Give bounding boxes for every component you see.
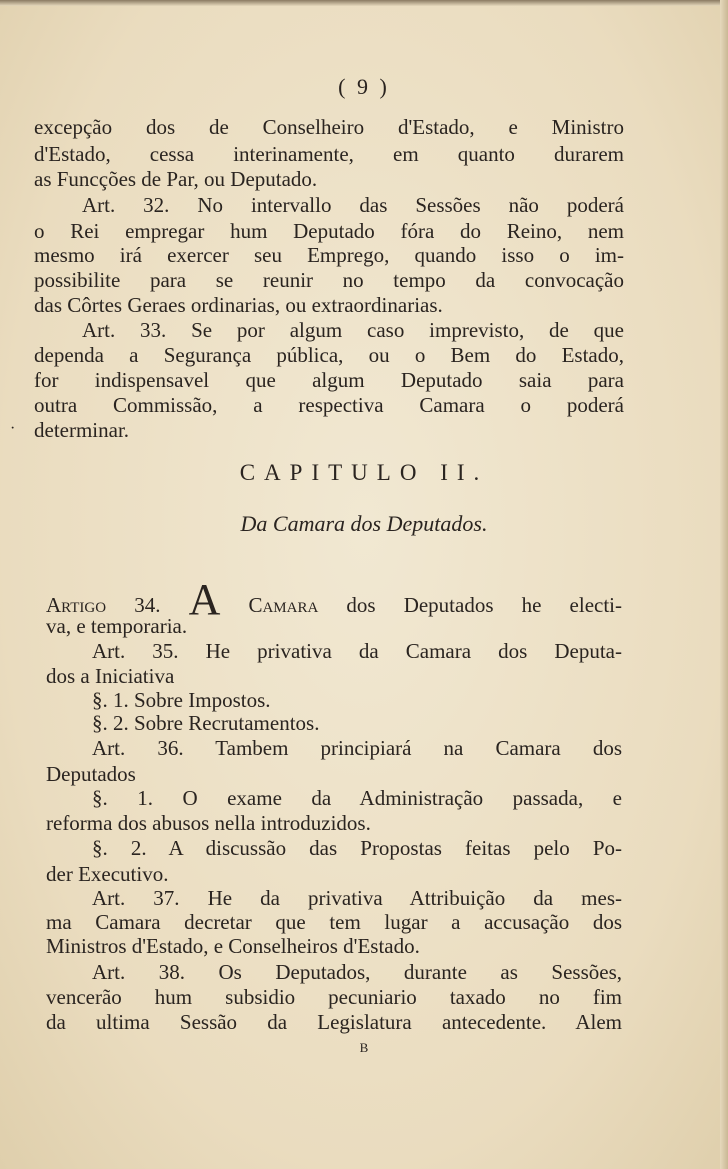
text-line: der Executivo.: [46, 862, 169, 886]
text-line-article-33: Art. 33. Se por algum caso imprevisto, de que: [82, 318, 624, 342]
text-line-article-38: Art. 38. Os Deputados, durante as Sessões,: [92, 960, 622, 984]
chapter-subtitle: Da Camara dos Deputados.: [240, 511, 488, 536]
text-line: o Rei empregar hum Deputado fóra do Reino, nem: [34, 219, 624, 243]
text-line: da ultima Sessão da Legislatura antecedente. Alem: [46, 1010, 622, 1034]
article-34-label: Artigo 34.: [46, 593, 161, 617]
page-top-edge: [0, 0, 728, 6]
page-number: ( 9 ): [338, 74, 390, 99]
page-right-edge: [720, 0, 728, 1169]
text-line-section: §. 1. O exame da Administração passada, e: [92, 786, 622, 810]
text-line: possibilite para se reunir no tempo da convocação: [34, 268, 624, 292]
text-line-article-35: Art. 35. He privativa da Camara dos Deputa-: [92, 639, 622, 663]
text-line-article-37: Art. 37. He da privativa Attribuição da mes-: [92, 886, 622, 910]
text-line: for indispensavel que algum Deputado saia para: [34, 368, 624, 392]
text-line: das Côrtes Geraes ordinarias, ou extraordinarias.: [34, 293, 443, 317]
text-line: dos a Iniciativa: [46, 664, 175, 688]
text-line: as Funcções de Par, ou Deputado.: [34, 167, 318, 191]
text-line: Deputados: [46, 762, 136, 786]
text-line: d'Estado, cessa interinamente, em quanto durarem: [34, 142, 624, 166]
text-line: va, e temporaria.: [46, 614, 188, 638]
text-line-article-32: Art. 32. No intervallo das Sessões não poderá: [82, 193, 624, 217]
text-line: Ministros d'Estado, e Conselheiros d'Estado.: [46, 934, 420, 958]
text-line: outra Commissão, a respectiva Camara o poderá: [34, 393, 624, 417]
article-34-caps: Camara: [248, 593, 319, 617]
text-line: reforma dos abusos nella introduzidos.: [46, 811, 371, 835]
text-line: determinar.: [34, 418, 130, 442]
text-line: ma Camara decretar que tem lugar a accusação dos: [46, 910, 622, 934]
chapter-title: CAPITULO II.: [239, 460, 489, 485]
article-34-text: dos Deputados he electi-: [346, 593, 623, 617]
text-line: excepção dos de Conselheiro d'Estado, e Ministro: [34, 115, 624, 139]
text-line: vencerão hum subsidio pecuniario taxado no fim: [46, 985, 622, 1009]
text-line: dependa a Segurança pública, ou o Bem do Estado,: [34, 343, 624, 367]
text-line-section: §. 2. A discussão das Propostas feitas pelo Po-: [92, 836, 622, 860]
text-line: mesmo irá exercer seu Emprego, quando isso o im-: [34, 243, 624, 267]
signature-mark: B: [359, 1040, 369, 1055]
drop-cap: A: [188, 575, 221, 624]
text-line-section: §. 2. Sobre Recrutamentos.: [92, 711, 320, 735]
text-line-article-36: Art. 36. Tambem principiará na Camara dos: [92, 736, 622, 760]
text-line-section: §. 1. Sobre Impostos.: [92, 688, 271, 712]
margin-mark: ·: [10, 420, 16, 437]
